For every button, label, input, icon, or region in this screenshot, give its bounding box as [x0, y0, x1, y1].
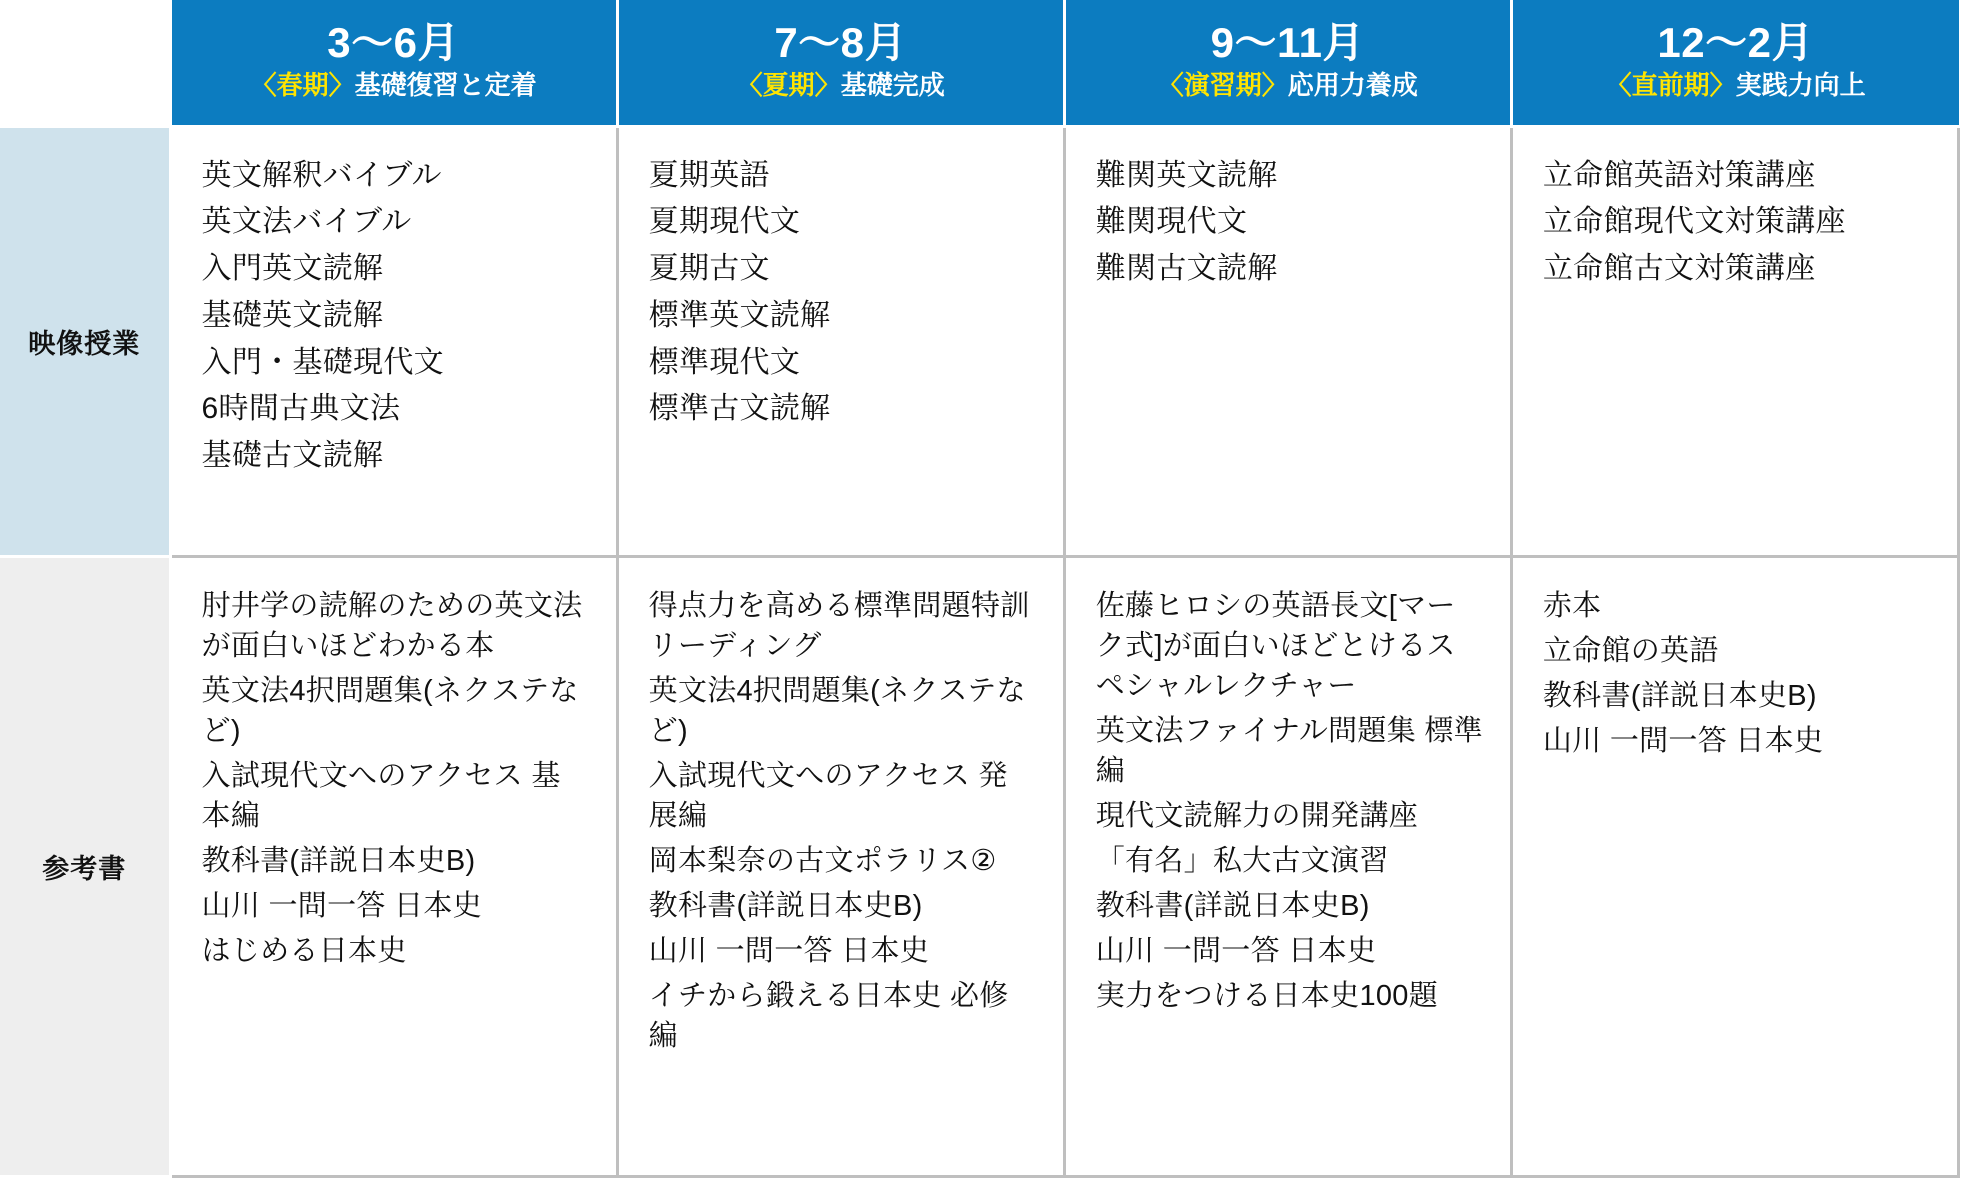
item-list-books-term-2 [649, 586, 1037, 1056]
term-2-season: 〈夏期〉 [736, 70, 841, 100]
list-item: 標準現代文 [648, 345, 801, 379]
table-row-reference-books [0, 556, 1959, 1176]
term-4-season: 〈直前期〉 [1605, 70, 1736, 100]
list-item: 立命館古文対策講座 [1542, 252, 1816, 286]
list-item: 山川 一問一答 日本史 [1095, 934, 1377, 967]
list-item: 佐藤ヒロシの英語長文[マーク式]が面白いほどとけるスペシャルレクチャー [1095, 589, 1456, 702]
term-1-months: 3〜6月 [327, 18, 460, 66]
list-item: イチから鍛える日本史 必修編 [648, 979, 1009, 1052]
item-list-books-term-1 [202, 586, 590, 971]
list-item: 得点力を高める標準問題特訓リーディング [648, 589, 1030, 662]
list-item: 教科書(詳説日本史B) [1095, 889, 1370, 922]
list-item: 英文解釈バイブル [201, 158, 442, 192]
term-3-season: 〈演習期〉 [1157, 70, 1288, 100]
list-item: 実力をつける日本史100題 [1095, 979, 1439, 1012]
list-item: 入門・基礎現代文 [201, 345, 444, 379]
list-item: 6時間古典文法 [201, 392, 401, 426]
cell-video-term-4 [1511, 126, 1958, 556]
term-2-months: 7〜8月 [774, 18, 908, 66]
item-list-books-term-3 [1096, 586, 1484, 1016]
table-corner-cell [0, 0, 170, 126]
list-item: 立命館現代文対策講座 [1542, 205, 1846, 239]
cell-books-term-4 [1511, 556, 1958, 1176]
list-item: はじめる日本史 [201, 934, 407, 967]
table-header-row [0, 0, 1959, 126]
list-item: 山川 一問一答 日本史 [201, 889, 482, 922]
term-4-subtitle [1519, 71, 1953, 100]
list-item: 教科書(詳説日本史B) [648, 889, 923, 922]
item-list-video-term-2 [649, 156, 1037, 431]
list-item: 英文法4択問題集(ネクステなど) [201, 674, 579, 747]
list-item: 基礎英文読解 [201, 298, 384, 332]
list-item: 肘井学の読解のための英文法が面白いほどわかる本 [201, 589, 583, 662]
term-1-subtitle [178, 71, 610, 100]
cell-books-term-2 [617, 556, 1064, 1176]
list-item: 山川 一問一答 日本史 [648, 934, 930, 967]
item-list-video-term-4 [1543, 156, 1931, 290]
row-label-video-lessons: 映像授業 [0, 126, 170, 556]
list-item: 岡本梨奈の古文ポラリス② [648, 844, 997, 877]
list-item: 立命館英語対策講座 [1542, 158, 1816, 192]
list-item: 基礎古文読解 [201, 439, 384, 473]
list-item: 標準英文読解 [648, 298, 831, 332]
list-item: 赤本 [1542, 589, 1602, 622]
item-list-video-term-1 [202, 156, 590, 478]
term-3-months: 9〜11月 [1210, 18, 1365, 66]
item-list-books-term-4 [1543, 586, 1931, 761]
cell-video-term-3 [1064, 126, 1511, 556]
term-4-subtitle-text: 実践力向上 [1735, 70, 1866, 100]
list-item: 難関英文読解 [1095, 158, 1278, 192]
list-item: 教科書(詳説日本史B) [201, 844, 476, 877]
list-item: 標準古文読解 [648, 392, 831, 426]
row-label-reference-books: 参考書 [0, 556, 170, 1176]
cell-video-term-1 [170, 126, 617, 556]
list-item: 立命館の英語 [1542, 634, 1719, 667]
term-1-subtitle-text: 基礎復習と定着 [354, 70, 537, 100]
list-item: 英文法4択問題集(ネクステなど) [648, 674, 1026, 747]
list-item: 難関現代文 [1095, 205, 1248, 239]
column-header-term-3 [1064, 0, 1511, 126]
column-header-term-2 [617, 0, 1064, 126]
term-2-subtitle [625, 71, 1057, 100]
list-item: 入試現代文へのアクセス 基本編 [201, 759, 561, 832]
term-1-season: 〈春期〉 [250, 70, 355, 100]
term-4-months: 12〜2月 [1657, 18, 1814, 66]
term-3-subtitle-text: 応用力養成 [1287, 70, 1418, 100]
cell-books-term-3 [1064, 556, 1511, 1176]
list-item: 入門英文読解 [201, 252, 384, 286]
term-2-subtitle-text: 基礎完成 [840, 70, 945, 100]
cell-books-term-1 [170, 556, 617, 1176]
column-header-term-4 [1511, 0, 1958, 126]
list-item: 教科書(詳説日本史B) [1542, 679, 1817, 712]
list-item: 英文法バイブル [201, 205, 412, 239]
item-list-video-term-3 [1096, 156, 1484, 290]
column-header-term-1 [170, 0, 617, 126]
list-item: 英文法ファイナル問題集 標準編 [1095, 714, 1483, 787]
term-3-subtitle [1072, 71, 1504, 100]
list-item: 入試現代文へのアクセス 発展編 [648, 759, 1008, 832]
list-item: 「有名」私大古文演習 [1095, 844, 1389, 877]
cell-video-term-2 [617, 126, 1064, 556]
table-row-video-lessons [0, 126, 1959, 556]
list-item: 夏期古文 [648, 252, 770, 286]
list-item: 山川 一問一答 日本史 [1542, 724, 1824, 757]
list-item: 難関古文読解 [1095, 252, 1278, 286]
list-item: 夏期現代文 [648, 205, 801, 239]
list-item: 現代文読解力の開発講座 [1095, 799, 1419, 832]
list-item: 夏期英語 [648, 158, 770, 192]
